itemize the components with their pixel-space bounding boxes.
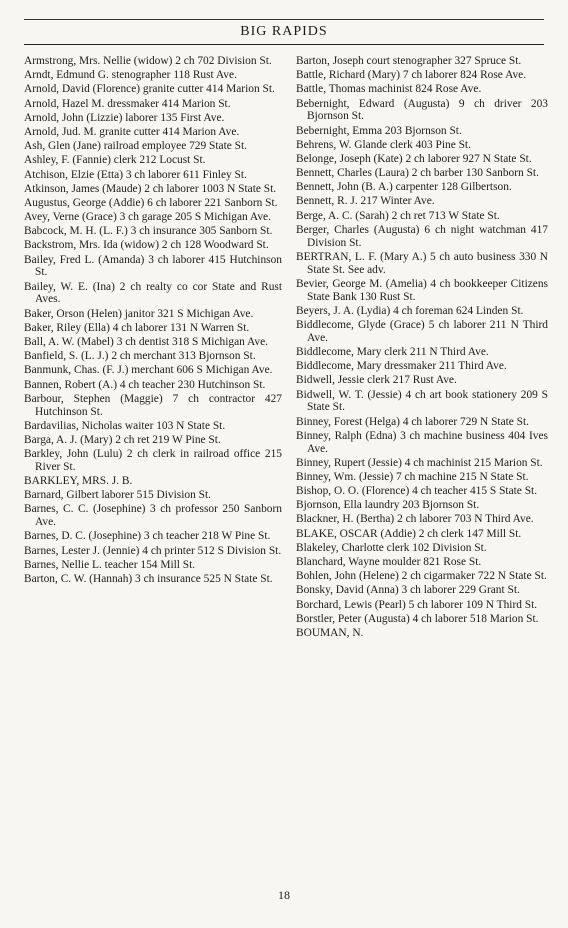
directory-entry: Bishop, O. O. (Florence) 4 ch teacher 415 S State St. <box>296 485 538 498</box>
directory-entry: Binney, Rupert (Jessie) 4 ch machinist 215 Marion St. <box>296 456 543 469</box>
directory-entry: BOUMAN, N. <box>296 626 364 639</box>
directory-entry: Barnes, Lester J. (Jennie) 4 ch printer 512 S Division St. <box>24 544 282 557</box>
directory-entry: Ball, A. W. (Mabel) 3 ch dentist 318 S Michigan Ave. <box>24 335 269 348</box>
directory-entry: Bennett, Charles (Laura) 2 ch barber 130 Sanborn St. <box>296 167 539 180</box>
directory-entry: Barbour, Stephen (Maggie) 7 ch contractor 427 Hutchinson St. <box>24 392 282 418</box>
directory-entry: Barton, Joseph court stenographer 327 Spruce St. <box>296 55 522 67</box>
directory-entry: Borstler, Peter (Augusta) 4 ch laborer 518 Marion St. <box>296 612 539 625</box>
directory-entry: Arnold, Jud. M. granite cutter 414 Marion Ave. <box>24 125 240 138</box>
directory-entry: Atchison, Elzie (Etta) 3 ch laborer 611 Finley St. <box>24 168 247 181</box>
directory-entry: Bannen, Robert (A.) 4 ch teacher 230 Hutchinson St. <box>24 378 266 391</box>
directory-entry: Biddlecome, Mary clerk 211 N Third Ave. <box>296 345 489 358</box>
directory-entry: Baker, Orson (Helen) janitor 321 S Michigan Ave. <box>24 307 254 320</box>
right-column <box>296 55 548 641</box>
directory-entry: Bardavilias, Nicholas waiter 103 N State St. <box>24 419 226 432</box>
directory-entry: Belonge, Joseph (Kate) 2 ch laborer 927 N State St. <box>296 152 532 165</box>
directory-entry: Berger, Charles (Augusta) 6 ch night watchman 417 Division St. <box>296 223 548 249</box>
directory-entry: Blackner, H. (Bertha) 2 ch laborer 703 N Third Ave. <box>296 513 534 526</box>
directory-entry: BARKLEY, MRS. J. B. <box>24 475 133 488</box>
directory-entry: Biddlecome, Glyde (Grace) 5 ch laborer 211 N Third Ave. <box>296 319 548 344</box>
directory-entry: Bennett, R. J. 217 Winter Ave. <box>296 195 435 208</box>
directory-entry: BLAKE, OSCAR (Addie) 2 ch clerk 147 Mill St. <box>296 527 522 540</box>
directory-entry: Behrens, W. Glande clerk 403 Pine St. <box>296 138 471 151</box>
directory-entry: Augustus, George (Addie) 6 ch laborer 221 Sanborn St. <box>24 196 278 209</box>
directory-entry: Binney, Ralph (Edna) 3 ch machine business 404 Ives Ave. <box>296 429 548 455</box>
directory-entry: Babcock, M. H. (L. F.) 3 ch insurance 305 Sanborn St. <box>24 225 273 238</box>
directory-entry: Bjornson, Ella laundry 203 Bjornson St. <box>296 499 480 512</box>
left-column <box>24 55 282 587</box>
directory-entry: Barnes, D. C. (Josephine) 3 ch teacher 218 W Pine St. <box>24 530 271 543</box>
directory-entry: Barnes, Nellie L. teacher 154 Mill St. <box>24 558 196 571</box>
directory-entry: Binney, Wm. (Jessie) 7 ch machine 215 N State St. <box>296 470 529 483</box>
directory-entry: Armstrong, Mrs. Nellie (widow) 2 ch 702 Division St. <box>24 55 272 67</box>
directory-entry: Arnold, Hazel M. dressmaker 414 Marion St. <box>24 97 231 110</box>
directory-entry: Berge, A. C. (Sarah) 2 ch ret 713 W State St. <box>296 209 500 222</box>
directory-entry: Bohlen, John (Helene) 2 ch cigarmaker 722 N State St. <box>296 570 547 583</box>
directory-entry: Arnold, John (Lizzie) laborer 135 First Ave. <box>24 111 225 124</box>
directory-entry: Baker, Riley (Ella) 4 ch laborer 131 N Warren St. <box>24 321 250 334</box>
directory-entry: Bebernight, Edward (Augusta) 9 ch driver 203 Bjornson St. <box>296 97 548 123</box>
directory-entry: BERTRAN, L. F. (Mary A.) 5 ch auto business 330 N State St. See adv. <box>296 250 548 276</box>
directory-entry: Avey, Verne (Grace) 3 ch garage 205 S Michigan Ave. <box>24 211 271 224</box>
directory-entry: Arnold, David (Florence) granite cutter 414 Marion St. <box>24 83 275 96</box>
directory-entry: Banfield, S. (L. J.) 2 ch merchant 313 Bjornson St. <box>24 350 256 363</box>
directory-entry: Atkinson, James (Maude) 2 ch laborer 1003 N State St. <box>24 182 277 195</box>
directory-entry: Battle, Thomas machinist 824 Rose Ave. <box>296 83 482 96</box>
directory-entry: Binney, Forest (Helga) 4 ch laborer 729 N State St. <box>296 415 530 428</box>
directory-entry: Bidwell, Jessie clerk 217 Rust Ave. <box>296 374 457 387</box>
directory-entry: Barton, C. W. (Hannah) 3 ch insurance 525 N State St. <box>24 572 273 585</box>
directory-entry: Backstrom, Mrs. Ida (widow) 2 ch 128 Woodward St. <box>24 239 269 252</box>
directory-entry: Bennett, John (B. A.) carpenter 128 Gilbertson. <box>296 181 512 194</box>
directory-entry: Blakeley, Charlotte clerk 102 Division St. <box>296 541 487 554</box>
directory-entry: Barkley, John (Lulu) 2 ch clerk in railroad office 215 River St. <box>24 448 282 473</box>
directory-entry: Borchard, Lewis (Pearl) 5 ch laborer 109 N Third St. <box>296 598 538 611</box>
page-title: BIG RAPIDS <box>240 24 328 39</box>
directory-entry: Battle, Richard (Mary) 7 ch laborer 824 Rose Ave. <box>296 69 527 82</box>
directory-entry: Barnard, Gilbert laborer 515 Division St. <box>24 489 211 502</box>
header-rule-top <box>24 19 544 20</box>
directory-entry: Beyers, J. A. (Lydia) 4 ch foreman 624 Linden St. <box>296 304 524 317</box>
directory-entry: Arndt, Edmund G. stenographer 118 Rust Ave. <box>24 69 237 82</box>
directory-entry: Bailey, W. E. (Ina) 2 ch realty co cor State and Rust Aves. <box>24 280 282 306</box>
directory-entry: Ash, Glen (Jane) railroad employee 729 State St. <box>24 140 248 153</box>
directory-entry: Ashley, F. (Fannie) clerk 212 Locust St. <box>24 154 206 167</box>
directory-entry: Bailey, Fred L. (Amanda) 3 ch laborer 415 Hutchinson St. <box>24 253 282 279</box>
directory-entry: Blanchard, Wayne moulder 821 Rose St. <box>296 556 482 569</box>
page-number: 18 <box>278 888 290 902</box>
directory-entry: Bidwell, W. T. (Jessie) 4 ch art book stationery 209 S State St. <box>296 388 548 414</box>
directory-entry: Bonsky, David (Anna) 3 ch laborer 229 Grant St. <box>296 584 520 597</box>
directory-entry: Biddlecome, Mary dressmaker 211 Third Ave. <box>296 360 507 373</box>
directory-entry: Bevier, George M. (Amelia) 4 ch bookkeeper Citizens State Bank 130 Rust St. <box>296 277 548 303</box>
directory-entry: Barnes, C. C. (Josephine) 3 ch professor 250 Sanborn Ave. <box>24 503 282 529</box>
header-rule-bottom <box>24 44 544 45</box>
directory-entry: Bebernight, Emma 203 Bjornson St. <box>296 124 462 137</box>
directory-entry: Banmunk, Chas. (F. J.) merchant 606 S Michigan Ave. <box>24 364 273 377</box>
directory-entry: Barga, A. J. (Mary) 2 ch ret 219 W Pine St. <box>24 433 221 446</box>
